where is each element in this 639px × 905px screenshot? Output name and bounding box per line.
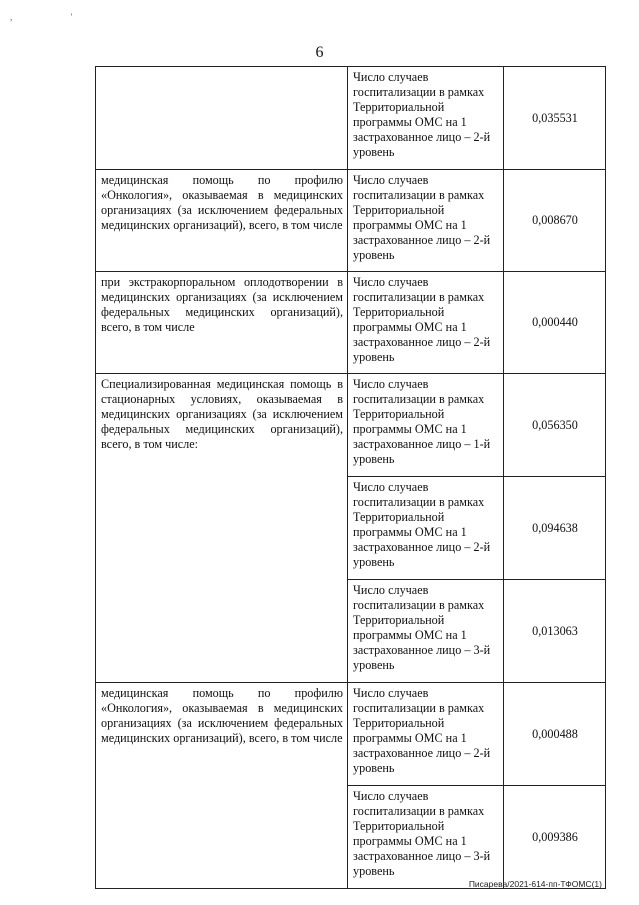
table-row: [96, 683, 606, 786]
unit-cell: Число случаев госпитализации в рамках Территориальной программы ОМС на 1 застрахованное лицо – 2-й уровень: [348, 67, 504, 170]
table-row: [96, 170, 606, 272]
unit-cell: Число случаев госпитализации в рамках Территориальной программы ОМС на 1 застрахованное лицо – 2-й уровень: [348, 272, 504, 374]
table-row: [96, 272, 606, 374]
value-cell: 0,000488: [504, 683, 606, 786]
description-cell: медицинская помощь по профилю «Онкология», оказываемая в медицинских организациях (за исключением федеральных медицинских организаций), всего, в том числе: [96, 170, 348, 272]
value-cell: 0,009386: [504, 786, 606, 889]
description-cell: при экстракорпоральном оплодотворении в медицинских организациях (за исключением федеральных медицинских организаций), всего, в том числе: [96, 272, 348, 374]
description-cell: [96, 67, 348, 170]
value-cell: 0,000440: [504, 272, 606, 374]
value-cell: 0,056350: [504, 374, 606, 477]
document-footer-code: Писарева/2021-614-пп-ТФОМС(1): [468, 879, 602, 889]
unit-cell: Число случаев госпитализации в рамках Территориальной программы ОМС на 1 застрахованное лицо – 3-й уровень: [348, 580, 504, 683]
description-cell: Специализированная медицинская помощь в стационарных условиях, оказываемая в медицинских организациях (за исключением федеральных медицинских организаций), всего, в том числе:: [96, 374, 348, 683]
unit-cell: Число случаев госпитализации в рамках Территориальной программы ОМС на 1 застрахованное лицо – 2-й уровень: [348, 477, 504, 580]
table-row: [96, 67, 606, 170]
value-cell: 0,013063: [504, 580, 606, 683]
unit-cell: Число случаев госпитализации в рамках Территориальной программы ОМС на 1 застрахованное лицо – 1-й уровень: [348, 374, 504, 477]
value-cell: 0,035531: [504, 67, 606, 170]
table-row: [96, 374, 606, 477]
value-cell: 0,094638: [504, 477, 606, 580]
description-cell: медицинская помощь по профилю «Онкология», оказываемая в медицинских организациях (за исключением федеральных медицинских организаций), всего, в том числе: [96, 683, 348, 889]
value-cell: 0,008670: [504, 170, 606, 272]
unit-cell: Число случаев госпитализации в рамках Территориальной программы ОМС на 1 застрахованное лицо – 2-й уровень: [348, 170, 504, 272]
indicators-table: [95, 66, 606, 889]
unit-cell: Число случаев госпитализации в рамках Территориальной программы ОМС на 1 застрахованное лицо – 2-й уровень: [348, 683, 504, 786]
page-number: 6: [315, 44, 324, 61]
unit-cell: Число случаев госпитализации в рамках Территориальной программы ОМС на 1 застрахованное лицо – 3-й уровень: [348, 786, 504, 889]
scan-marks: , ': [10, 12, 101, 22]
